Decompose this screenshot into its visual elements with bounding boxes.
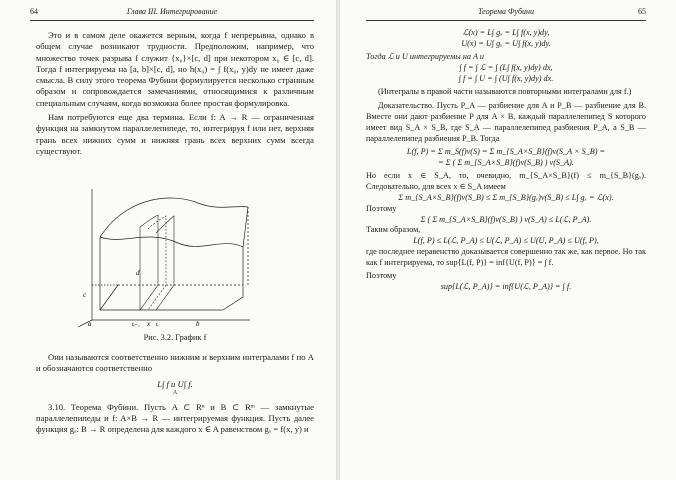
proof-paragraph-2: Но если x ∈ S_A, то, очевидно, m_{S_A×S_B}(f) ≤ m_{S_B}(gₓ). Следовательно, для всех x ∈ S_A имеем <box>366 170 646 191</box>
figure-graph-f <box>78 185 256 327</box>
label-x: x <box>147 320 151 327</box>
left-lower-text <box>36 352 314 436</box>
left-running-header <box>30 6 314 21</box>
base-left <box>100 285 118 310</box>
slice-right <box>156 216 174 310</box>
right-running-title: Теорема Фубини <box>477 7 535 16</box>
right-page <box>340 0 676 480</box>
label-b: b <box>196 320 200 327</box>
label-d: d <box>136 269 140 277</box>
surface-front-edge <box>100 237 243 247</box>
slice-left <box>140 215 158 310</box>
lower-upper-integral-formula: L∫ f и U∫ f. <box>157 378 193 389</box>
formula-lower-sum-regrouped: = Σ ( Σ m_{S_A×S_B}(f)v(S_B) ) v(S_A). <box>438 157 574 167</box>
right-page-number: 65 <box>638 7 646 16</box>
therefore-2: Поэтому <box>366 271 397 281</box>
label-t-prev: tᵢ₋₁ <box>132 322 140 327</box>
formula-inner-bound: Σ m_{S_A×S_B}(f)v(S_B) ≤ Σ m_{S_B}(gₓ)v(S_B) ≤ L∫ gₓ = ℒ(x). <box>398 192 614 202</box>
paragraph-2: Нам потребуются еще два термина. Если f: A → R — ограниченная функция на замкнутом параллелепипеде, то, интегрируя f или нет, верхняя грань всех нижних сумм и нижняя грань всех верхних сумм всегда существуют. <box>36 112 314 156</box>
label-a: a <box>88 320 92 327</box>
label-c: c <box>83 291 87 299</box>
left-body-text <box>36 30 314 157</box>
graph-f-drawing <box>78 185 256 327</box>
fubini-theorem: 3.10. Теорема Фубини. Пусть A ⊂ Rⁿ и B ⊂ Rᵐ — замкнутые параллелепипеды и f: A×B → R — интегрируемая функция. Пусть далее функция gₓ: B → R определена для каждого x ∈ A равенством gₓ = f(x, y) и <box>36 401 314 435</box>
formula-lower-sum: L(f, P) = Σ m_S(f)v(S) = Σ m_{S_A×S_B}(f)v(S_A × S_B) = <box>406 147 606 157</box>
left-running-title: Глава III. Интегрирование <box>126 7 218 16</box>
base-right <box>223 297 243 310</box>
formula-upper-integral-gx: U(x) = U∫ gₓ = U∫ f(x, y)dy. <box>461 38 551 48</box>
left-page-number: 64 <box>30 7 38 16</box>
paragraph-1: Это и в самом деле окажется верным, когда f непрерывна, однако в общем случае возникают трудности. Предположим, например, что множество точек разрыва f служит {x₀}×[c, d] при некотором x₀ ∈ [c, d]. Тогда f интегрируема на [a, b]×[c, d], но h(x₀) = ∫ f(x₀, y)dy не имеет даже смысла. В силу этого теорема Фубини формулируется несколько странным образом и сопровождается замечаниями, относящимися к различным специальным случаям, когда возможна более простая формулировка. <box>36 30 314 108</box>
integrability-statement: Тогда ℒ и U интегрируемы на A и <box>366 51 485 61</box>
after-figure-text: Они называются соответственно нижним и верхним интегралами f по A и обозначаются соответственно <box>36 352 314 374</box>
thus-text: Таким образом, <box>366 225 421 235</box>
label-t-i: tᵢ <box>156 322 159 327</box>
figure-caption: Рис. 3.2. График f <box>143 333 207 342</box>
formula-iterated-lower: ∫ f = ∫ ℒ = ∫ (L∫ f(x, y)dy) dx, <box>459 62 553 72</box>
iterated-integrals-remark: (Интегралы в правой части называются повторными интегралами для f.) <box>378 86 632 96</box>
formula-sup-inf: sup{L(ℒ, P_A)} = inf{U(ℒ, P_A)} = ∫ f. <box>440 281 572 291</box>
proof-paragraph-1: Доказательство. Пусть P_A — разбиение для A и P_B — разбиение для B. Вместе они дают разбиение P для A × B, каждый параллелепипед S которого имеет вид S_A × S_B, где S_A — параллелепипед разбиения P_A, а S_B — параллелепипед разбиения P_B. Тогда <box>366 101 646 144</box>
right-body-text <box>366 28 646 293</box>
formula-lower-integral-gx: ℒ(x) = L∫ gₓ = L∫ f(x, y)dy, <box>462 28 550 37</box>
right-running-header <box>366 6 646 21</box>
therefore-1: Поэтому <box>366 203 397 213</box>
proof-paragraph-3: где последнее неравенство доказывается совершенно так же, как первое. Но так как f интегрируема, то sup{L(f, P)} = inf{U(f, P)} = ∫ f. <box>366 247 646 268</box>
slice-x <box>148 216 166 310</box>
formula-iterated-upper: ∫ f = ∫ U = ∫ (U∫ f(x, y)dy) dx. <box>458 73 554 83</box>
formula-outer-bound: Σ ( Σ m_{S_A×S_B}(f)v(S_B) ) v(S_A) ≤ L(ℒ, P_A). <box>420 214 592 224</box>
left-page <box>0 0 336 480</box>
formula-subscript-a: A <box>172 389 178 396</box>
formula-inequality-chain: L(f, P) ≤ L(ℒ, P_A) ≤ U(ℒ, P_A) ≤ U(U, P_A) ≤ U(f, P), <box>413 236 599 246</box>
surface-right-edge <box>243 207 248 247</box>
